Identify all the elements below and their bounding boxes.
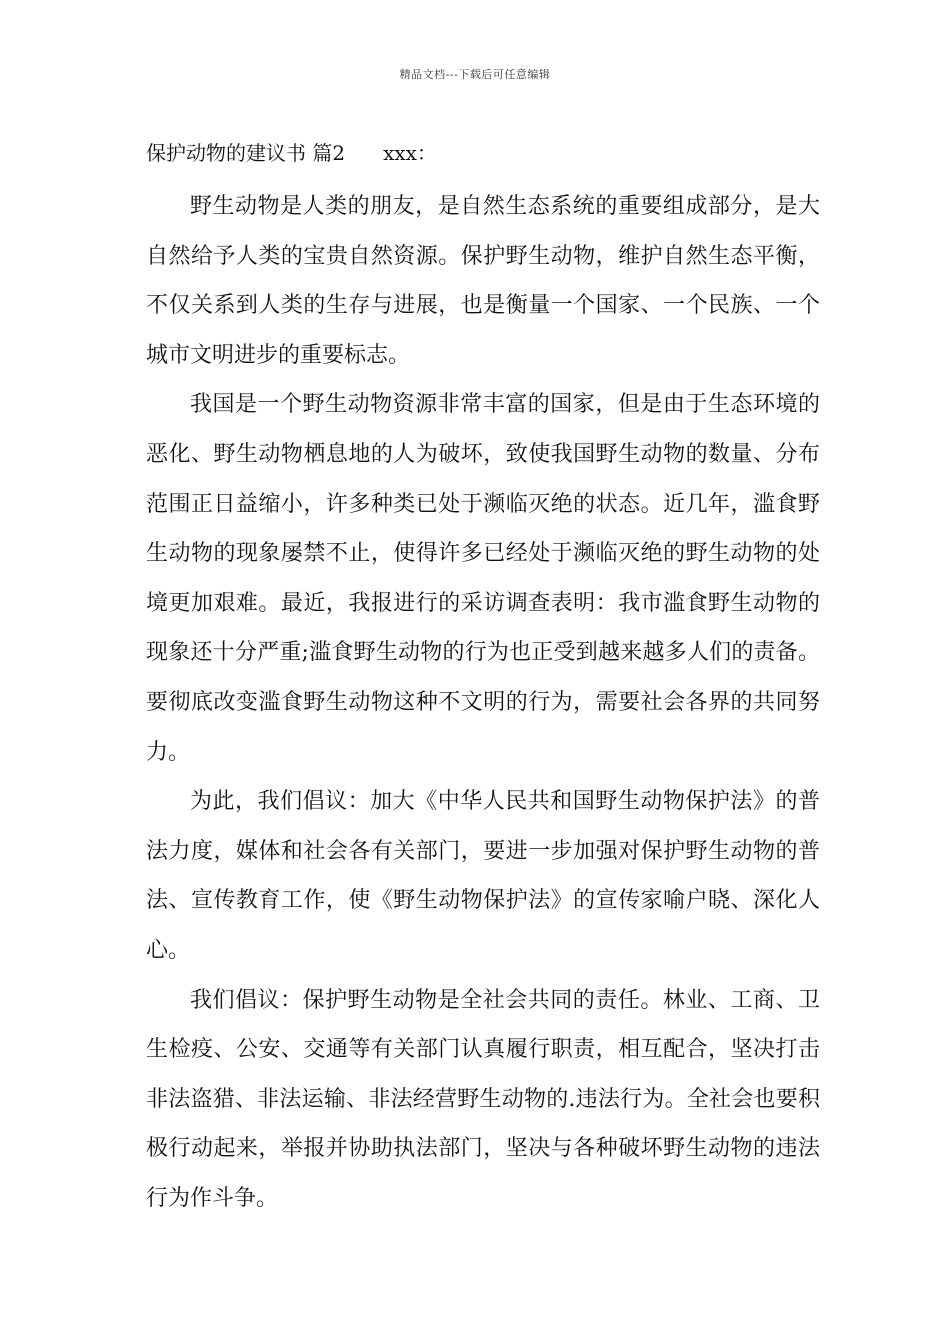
header-note: 精品文档---下载后可任意编辑: [399, 68, 551, 81]
title-line: [146, 139, 437, 167]
greeting: xxx：: [383, 141, 437, 165]
paragraph-4: 我们倡议：保护野生动物是全社会共同的责任。林业、工商、卫生检疫、公安、交通等有关部门认真履行职责，相互配合，坚决打击非法盗猎、非法运输、非法经营野生动物的.违法行为。全社会也要积极行动起来，举报并协助执法部门，坚决与各种破坏野生动物的违法行为作斗争。: [146, 987, 820, 1211]
document-title: 保护动物的建议书 篇2: [146, 141, 346, 165]
paragraph-2: 我国是一个野生动物资源非常丰富的国家，但是由于生态环境的恶化、野生动物栖息地的人为破坏，致使我国野生动物的数量、分布范围正日益缩小，许多种类已处于濒临灭绝的状态。近几年，滥食野生动物的现象屡禁不止，使得许多已经处于濒临灭绝的野生动物的处境更加艰难。最近，我报进行的采访调查表明：我市滥食野生动物的现象还十分严重;滥食野生动物的行为也正受到越来越多人们的责备。要彻底改变滥食野生动物这种不文明的行为，需要社会各界的共同努力。: [146, 392, 820, 765]
paragraph-3: 为此，我们倡议：加大《中华人民共和国野生动物保护法》的普法力度，媒体和社会各有关部门，要进一步加强对保护野生动物的普法、宣传教育工作，使《野生动物保护法》的宣传家喻户晓、深化人心。: [146, 789, 820, 963]
body-text: [146, 182, 820, 1223]
paragraph-1: 野生动物是人类的朋友，是自然生态系统的重要组成部分，是大自然给予人类的宝贵自然资源。保护野生动物，维护自然生态平衡，不仅关系到人类的生存与进展，也是衡量一个国家、一个民族、一个城市文明进步的重要标志。: [146, 194, 820, 368]
